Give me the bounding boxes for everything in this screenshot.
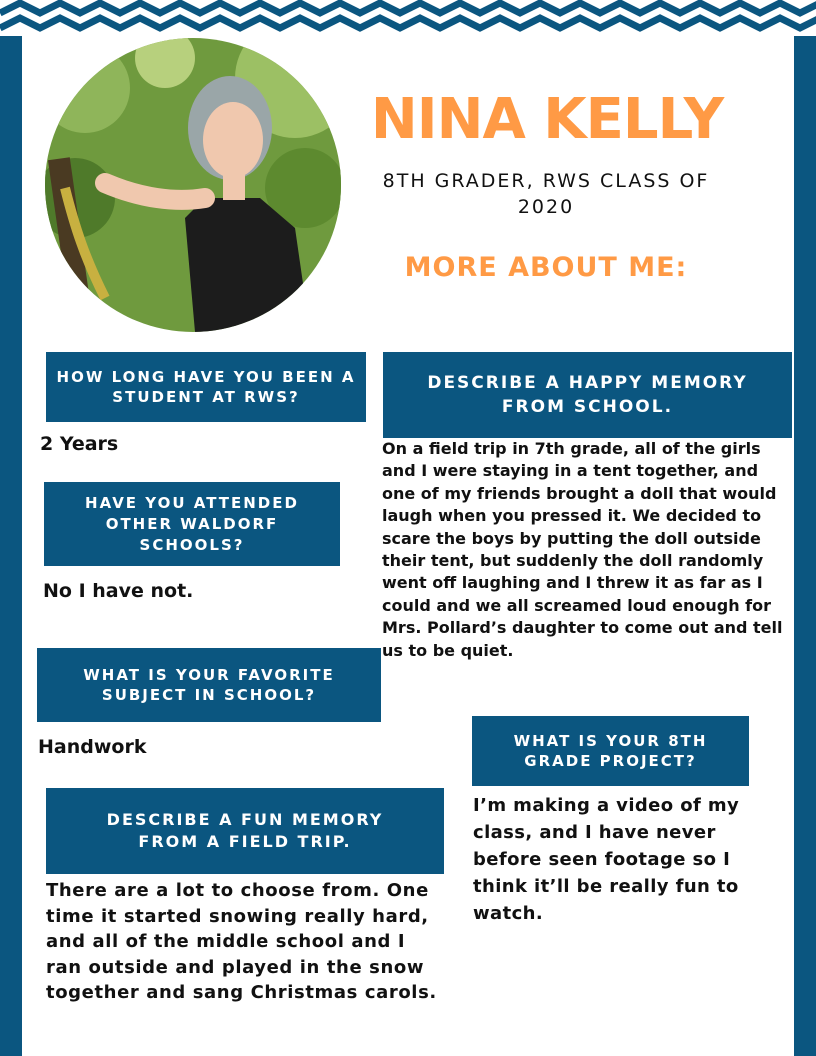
section-title: MORE ABOUT ME: — [404, 252, 688, 283]
right-border — [794, 0, 816, 1056]
answer-subject: Handwork — [38, 736, 147, 758]
chevron-border — [0, 0, 816, 36]
answer-years: 2 Years — [40, 433, 119, 455]
grade-subtitle: 8TH GRADER, RWS CLASS OF 2020 — [382, 170, 710, 218]
question-box-waldorf — [44, 482, 340, 566]
question-project: WHAT IS YOUR 8TH GRADE PROJECT? — [513, 732, 708, 770]
question-years: HOW LONG HAVE YOU BEEN A STUDENT AT RWS? — [56, 368, 356, 406]
answer-waldorf: No I have not. — [43, 580, 194, 602]
answer-project: I’m making a video of my class, and I have never before seen footage so I think it’ll be really fun to watch. — [473, 795, 740, 924]
question-box-project — [472, 716, 749, 786]
question-waldorf: HAVE YOU ATTENDED OTHER WALDORF SCHOOLS? — [85, 493, 299, 554]
answer-happy-memory: On a field trip in 7th grade, all of the girls and I were staying in a tent together, and one of my friends brought a doll that would laugh when you pressed it. We decided to scare the boys by putting the doll outside their tent, but suddenly the doll randomly went off laughing and I threw it as far as I could and we all screamed loud enough for Mrs. Pollard’s daughter to come out and tell us to be quiet. — [382, 439, 783, 660]
question-box-years — [46, 352, 366, 422]
portrait-photo — [45, 38, 341, 332]
question-box-field-trip — [46, 788, 444, 874]
person-name: NINA KELLY — [370, 87, 724, 152]
question-box-happy-memory — [383, 352, 792, 438]
question-field-trip: DESCRIBE A FUN MEMORY FROM A FIELD TRIP. — [106, 810, 384, 851]
question-box-subject — [37, 648, 381, 722]
question-subject: WHAT IS YOUR FAVORITE SUBJECT IN SCHOOL? — [83, 666, 335, 704]
left-border — [0, 0, 22, 1056]
answer-field-trip: There are a lot to choose from. One time it started snowing really hard, and all of the middle school and I ran outside and played in the snow together and sang Christmas carols. — [46, 880, 437, 1003]
question-happy-memory: DESCRIBE A HAPPY MEMORY FROM SCHOOL. — [427, 373, 748, 417]
